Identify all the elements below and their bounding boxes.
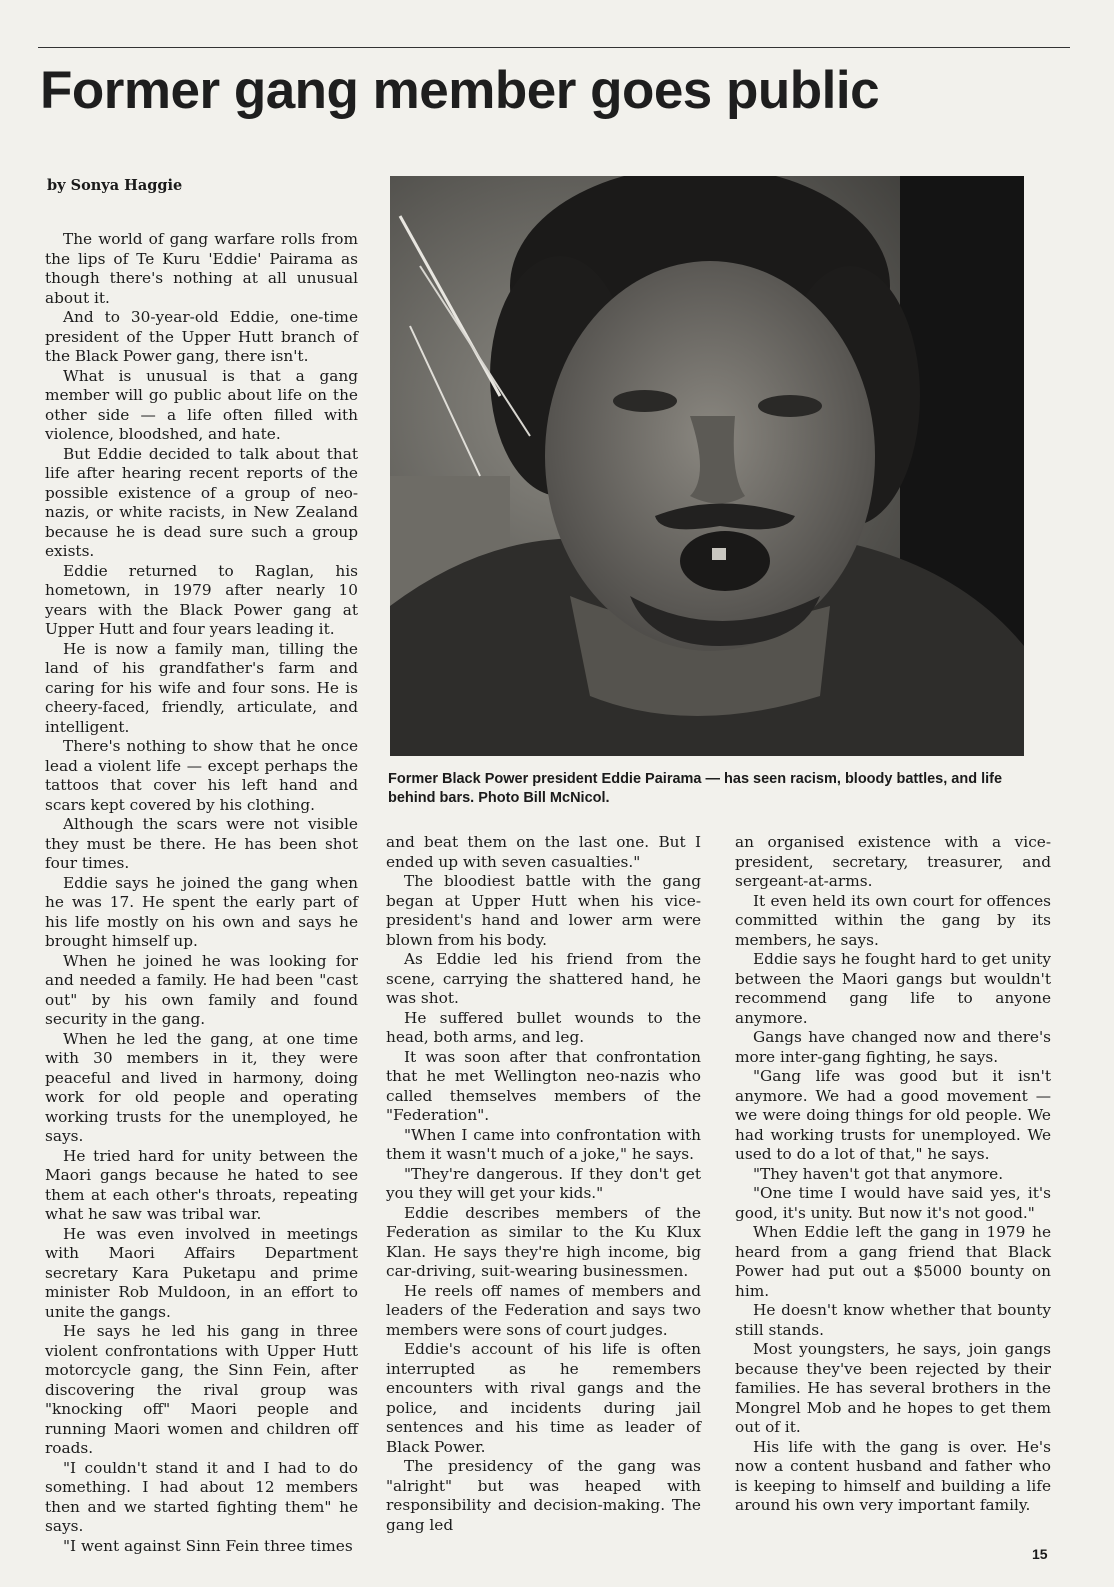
paragraph: He says he led his gang in three violent confrontations with Upper Hutt motorcycle gang, the Sinn Fein, after discovering the rival group was "knocking off" Maori people and running Maori women and children off roads. xyxy=(45,1322,358,1457)
paragraph: When he led the gang, at one time with 30 members in it, they were peaceful and lived in harmony, doing work for old people and operating working trusts for the unemployed, he says. xyxy=(45,1029,358,1145)
paragraph: It was soon after that confrontation that he met Wellington neo-nazis who called themselves members of the "Federation". xyxy=(386,1047,701,1124)
paragraph: Although the scars were not visible they must be there. He has been shot four times. xyxy=(45,815,358,872)
byline: by Sonya Haggie xyxy=(47,177,183,194)
photo-caption: Former Black Power president Eddie Pairama — has seen racism, bloody battles, and life behind bars. Photo Bill McNicol. xyxy=(388,771,1003,806)
paragraph: Eddie's account of his life is often interrupted as he remembers encounters with rival gangs and the police, and incidents during jail sentences and his time as leader of Black Power. xyxy=(386,1340,701,1456)
paragraph: "When I came into confrontation with them it wasn't much of a joke," he says. xyxy=(386,1125,701,1163)
paragraph: It even held its own court for offences committed within the gang by its members, he says. xyxy=(735,891,1051,949)
article-column-3 xyxy=(735,833,1051,1516)
paragraph: "They haven't got that anymore. xyxy=(753,1164,1004,1183)
paragraph: There's nothing to show that he once lead a violent life — except perhaps the tattoos that cover his left hand and scars kept covered by his clothing. xyxy=(45,737,358,814)
paragraph: But Eddie decided to talk about that life after hearing recent reports of the possible existence of a group of neo-nazis, or white racists, in New Zealand because he is dead sure such a group exists. xyxy=(45,444,358,560)
paragraph: His life with the gang is over. He's now a content husband and father who is keeping to himself and building a life around his own very important family. xyxy=(735,1437,1051,1514)
paragraph: Eddie says he fought hard to get unity between the Maori gangs but wouldn't recommend gang life to anyone anymore. xyxy=(735,950,1051,1027)
paragraph: and beat them on the last one. But I ended up with seven casualties." xyxy=(386,833,701,871)
paragraph: "They're dangerous. If they don't get you they will get your kids." xyxy=(386,1164,701,1202)
paragraph: He doesn't know whether that bounty still stands. xyxy=(735,1301,1051,1339)
paragraph: He is now a family man, tilling the land of his grandfather's farm and caring for his wife and four sons. He is cheery-faced, friendly, articulate, and intelligent. xyxy=(45,639,358,736)
paragraph: He tried hard for unity between the Maori gangs because he hated to see them at each other's throats, repeating what he saw was tribal war. xyxy=(45,1146,358,1223)
paragraph: "One time I would have said yes, it's good, it's unity. But now it's not good." xyxy=(735,1184,1051,1222)
paragraph: an organised existence with a vice-president, secretary, treasurer, and sergeant-at-arms. xyxy=(735,833,1051,890)
paragraph: And to 30-year-old Eddie, one-time president of the Upper Hutt branch of the Black Power gang, there isn't. xyxy=(45,308,358,365)
paragraph: What is unusual is that a gang member will go public about life on the other side — a life often filled with violence, bloodshed, and hate. xyxy=(45,366,358,443)
paragraph: Eddie describes members of the Federation as similar to the Ku Klux Klan. He says they're high income, big car-driving, suit-wearing businessmen. xyxy=(386,1203,701,1280)
paragraph: He was even involved in meetings with Maori Affairs Department secretary Kara Puketapu and prime minister Rob Muldoon, in an effort to unite the gangs. xyxy=(45,1224,358,1321)
paragraph: "I went against Sinn Fein three times xyxy=(63,1536,353,1555)
paragraph: The bloodiest battle with the gang began at Upper Hutt when his vice-president's hand and lower arm were blown from his body. xyxy=(386,872,701,949)
paragraph: When he joined he was looking for and needed a family. He had been "cast out" by his own family and found security in the gang. xyxy=(45,951,358,1028)
portrait-photo-illustration xyxy=(390,176,1024,756)
headline: Former gang member goes public xyxy=(40,61,880,120)
paragraph: Eddie says he joined the gang when he was 17. He spent the early part of his life mostly on his own and says he brought himself up. xyxy=(45,873,358,950)
page-number: 15 xyxy=(1032,1546,1048,1562)
article-column-1 xyxy=(45,230,358,1556)
paragraph: As Eddie led his friend from the scene, carrying the shattered hand, he was shot. xyxy=(386,950,701,1007)
article-column-2 xyxy=(386,833,701,1535)
paragraph: "Gang life was good but it isn't anymore. We had a good movement — we were doing things for old people. We had working trusts for unemployed. We used to do a lot of that," he says. xyxy=(735,1067,1051,1163)
paragraph: The presidency of the gang was "alright" but was heaped with responsibility and decision-making. The gang led xyxy=(386,1457,701,1534)
paragraph: The world of gang warfare rolls from the lips of Te Kuru 'Eddie' Pairama as though there's nothing at all unusual about it. xyxy=(45,230,358,307)
top-rule xyxy=(38,47,1070,48)
paragraph: Eddie returned to Raglan, his hometown, in 1979 after nearly 10 years with the Black Power gang at Upper Hutt and four years leading it. xyxy=(45,561,358,638)
paragraph: He reels off names of members and leaders of the Federation and says two members were sons of court judges. xyxy=(386,1281,701,1339)
paragraph: Most youngsters, he says, join gangs because they've been rejected by their families. He has several brothers in the Mongrel Mob and he hopes to get them out of it. xyxy=(735,1340,1051,1436)
paragraph: "I couldn't stand it and I had to do something. I had about 12 members then and we started fighting them" he says. xyxy=(45,1458,358,1535)
portrait-photo xyxy=(390,176,1024,756)
paragraph: He suffered bullet wounds to the head, both arms, and leg. xyxy=(386,1008,701,1046)
paragraph: When Eddie left the gang in 1979 he heard from a gang friend that Black Power had put out a $5000 bounty on him. xyxy=(735,1223,1051,1300)
paragraph: Gangs have changed now and there's more inter-gang fighting, he says. xyxy=(735,1028,1051,1066)
